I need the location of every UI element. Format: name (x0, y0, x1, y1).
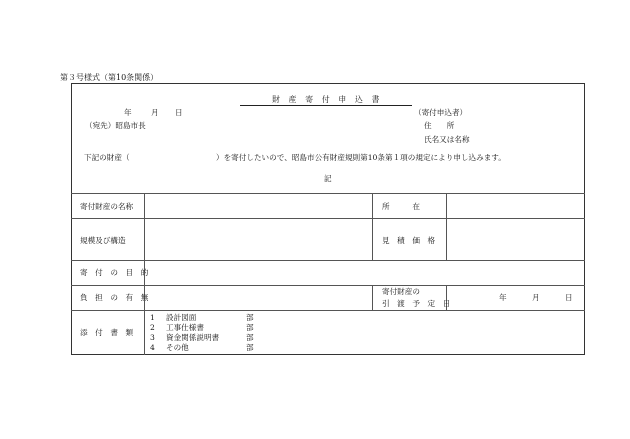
divider-col-mid-a (372, 193, 373, 260)
attachment-name: 工事仕様書 (166, 323, 204, 332)
address-label: 住 所 (424, 121, 455, 130)
property-name-label: 寄付財産の名称 (80, 202, 134, 211)
statement-prefix: 下記の財産（ (84, 153, 130, 162)
attachment-name: その他 (166, 343, 189, 352)
divider-header (71, 193, 585, 194)
attachment-name: 設計図面 (166, 313, 197, 322)
purpose-label: 寄 付 の 目 的 (80, 268, 149, 277)
ki-label: 記 (324, 174, 332, 183)
attachment-unit: 部 (246, 323, 254, 332)
handover-label-line1: 寄付財産の (382, 287, 420, 296)
date-year: 年 (124, 108, 132, 117)
attachment-no: 2 (150, 323, 155, 332)
date-day: 日 (175, 108, 183, 117)
form-title: 財 産 寄 付 申 込 書 (240, 95, 412, 106)
divider-row-1 (71, 218, 585, 219)
applicant-label: （寄付申込者） (414, 108, 468, 117)
name-label: 氏名又は名称 (424, 135, 470, 144)
form-frame (71, 83, 585, 355)
handover-day: 日 (565, 293, 573, 302)
divider-col-mid-b (446, 193, 447, 260)
estimate-label: 見 積 価 格 (382, 236, 436, 245)
attachment-unit: 部 (246, 333, 254, 342)
scale-label: 規模及び構造 (80, 236, 126, 245)
attachment-no: 4 (150, 343, 155, 352)
attachment-name: 資金関係説明書 (166, 333, 220, 342)
addressee: （宛先）昭島市長 (85, 121, 146, 130)
attachment-no: 3 (150, 333, 155, 342)
divider-row-4 (71, 310, 585, 311)
date-month: 月 (151, 108, 159, 117)
attachment-no: 1 (150, 313, 155, 322)
burden-label: 負 担 の 有 無 (80, 293, 149, 302)
attachments-label: 添 付 書 類 (80, 328, 134, 337)
location-label: 所 在 (382, 202, 420, 211)
statement-suffix: ）を寄付したいので、昭島市公有財産規則第10条第１項の規定により申し込みます。 (216, 153, 506, 162)
form-number: 第３号様式（第10条関係） (60, 73, 159, 82)
handover-label-line2: 引 渡 予 定 日 (382, 299, 451, 308)
handover-month: 月 (532, 293, 540, 302)
divider-row-2 (71, 260, 585, 261)
handover-year: 年 (499, 293, 507, 302)
attachment-unit: 部 (246, 343, 254, 352)
attachment-unit: 部 (246, 313, 254, 322)
divider-row-3 (71, 285, 585, 286)
divider-col-mid-c (372, 285, 373, 310)
